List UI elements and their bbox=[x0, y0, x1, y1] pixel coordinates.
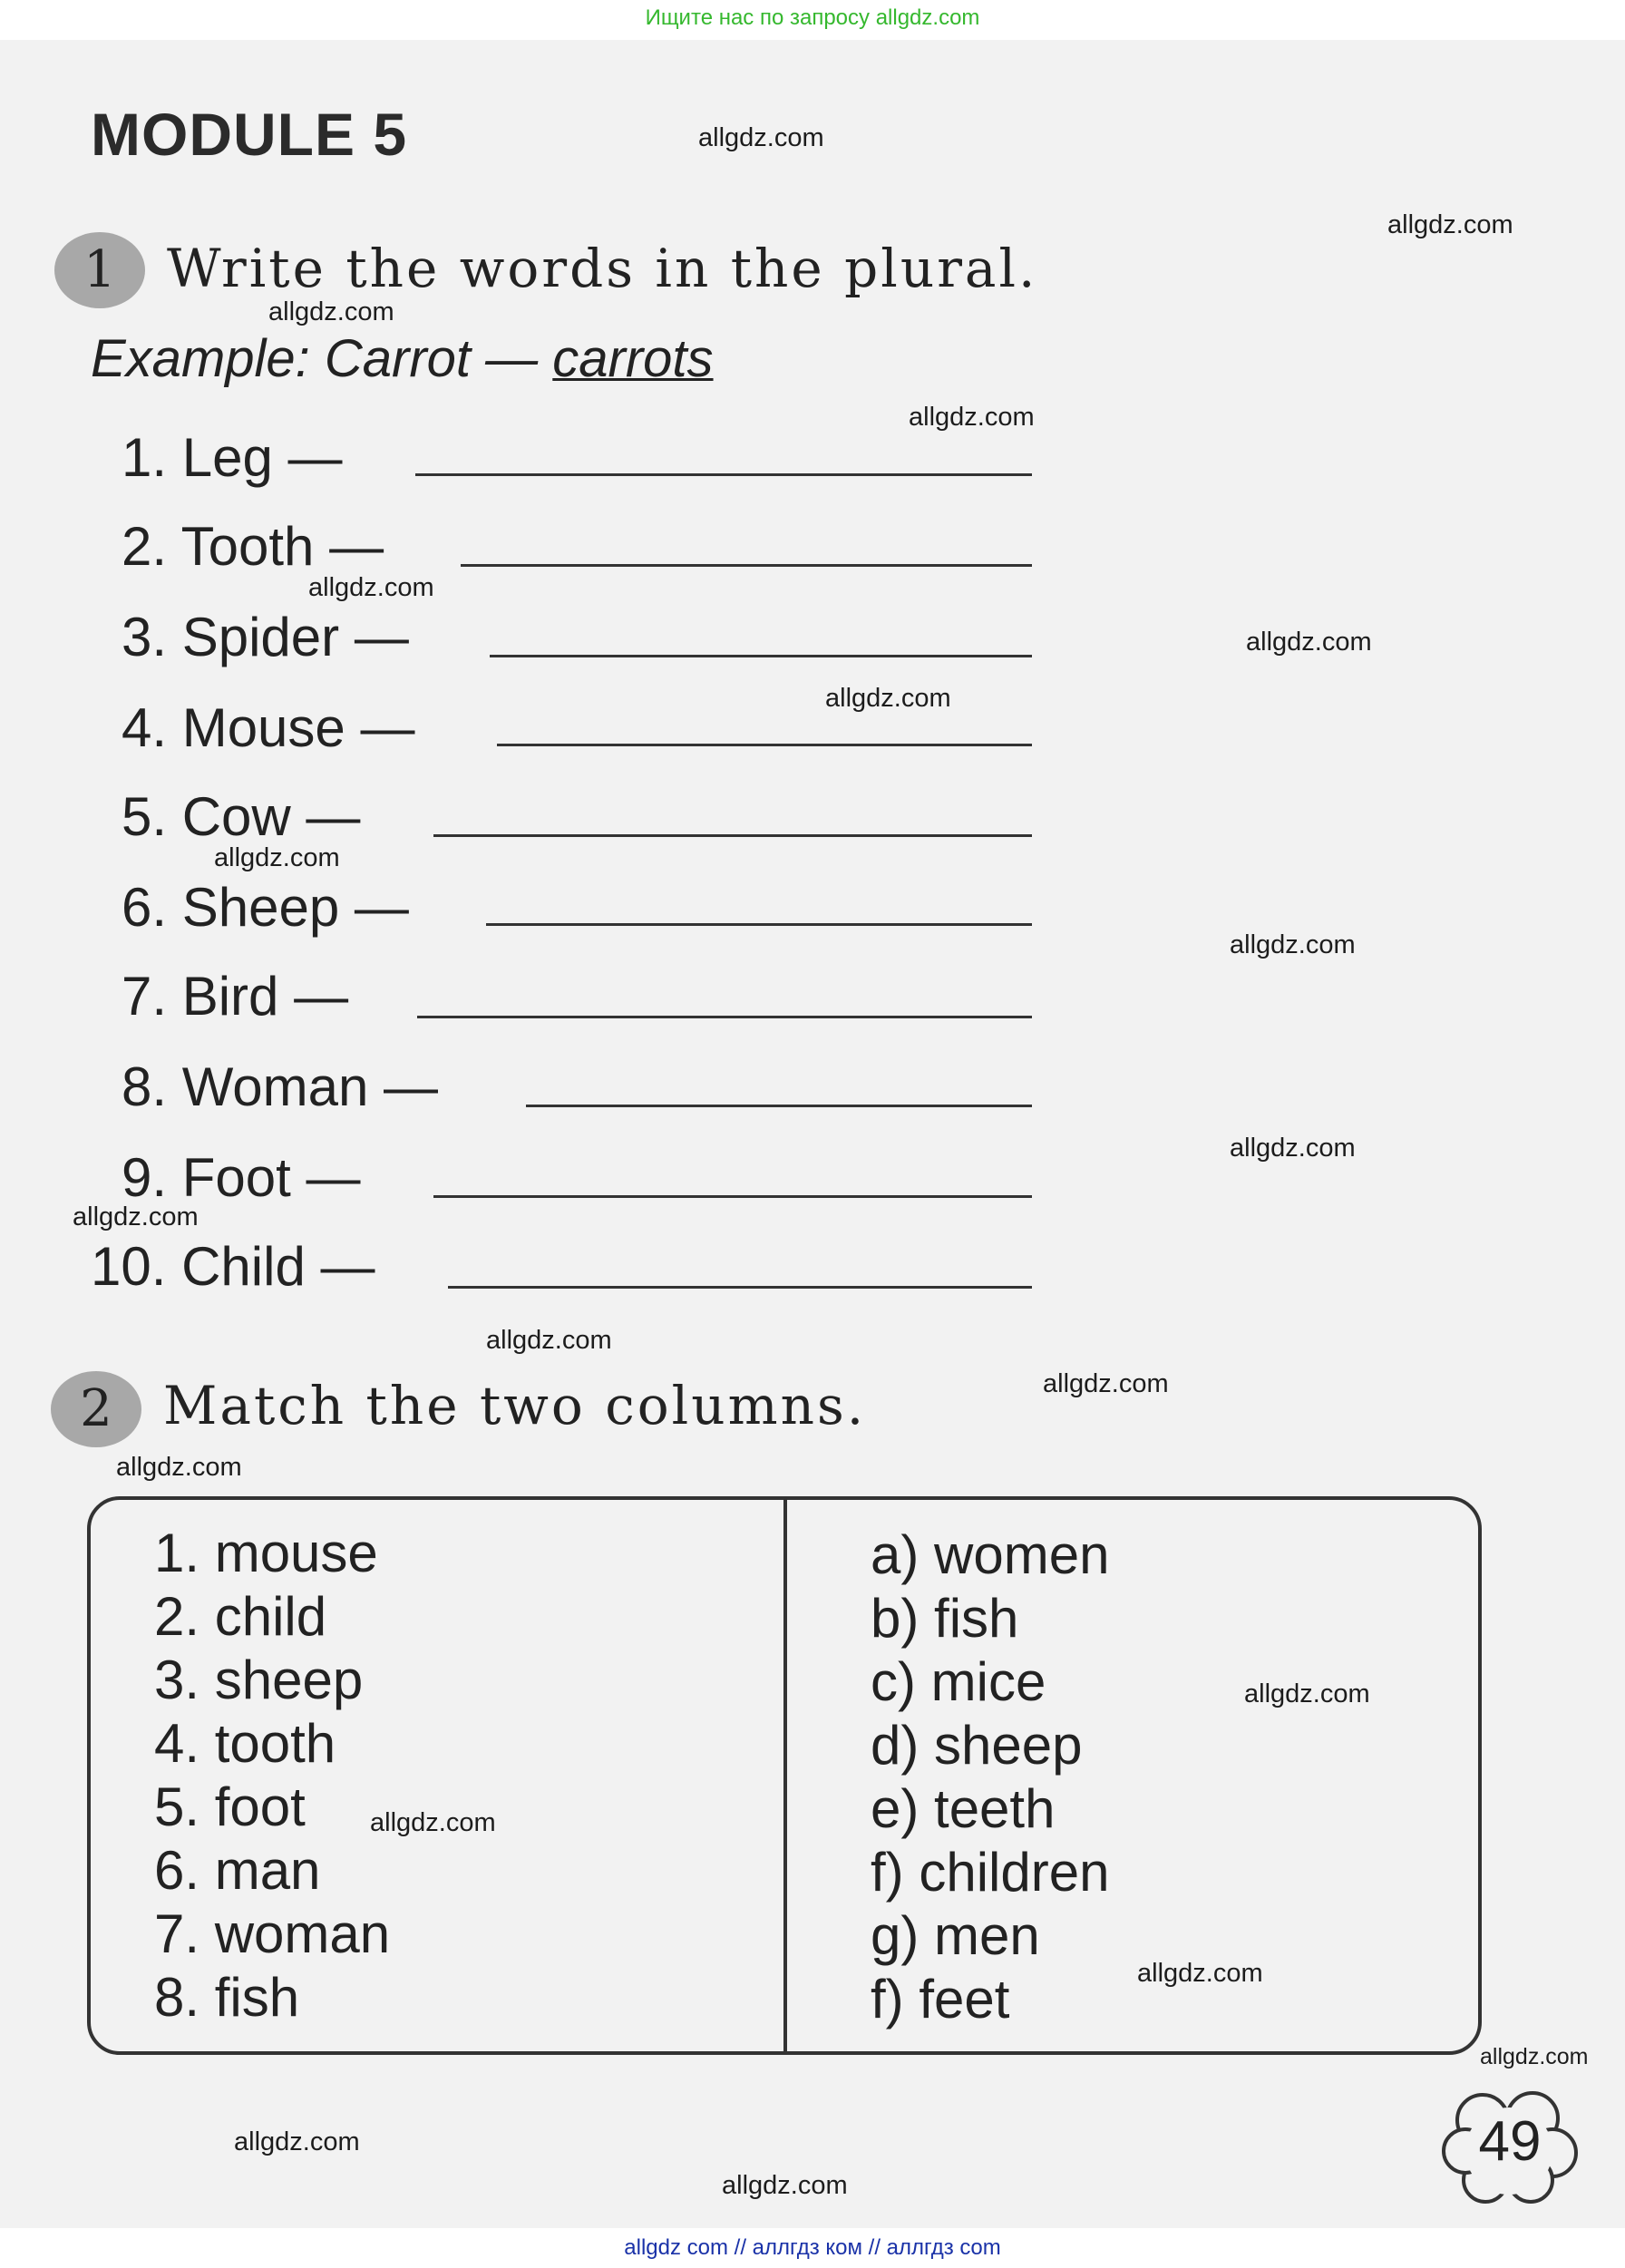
right-item-f2: f) feet bbox=[871, 1969, 1010, 2030]
watermark: allgdz.com bbox=[268, 297, 394, 326]
plural-item-9: 9. Foot — bbox=[122, 1147, 361, 1208]
exercise-1-title: Write the words in the plural. bbox=[167, 238, 1038, 299]
exercise-2-badge: 2 bbox=[51, 1371, 141, 1447]
watermark: allgdz.com bbox=[1230, 930, 1356, 959]
answer-line-9[interactable] bbox=[433, 1195, 1032, 1198]
plural-item-1: 1. Leg — bbox=[122, 427, 343, 488]
right-item-b: b) fish bbox=[871, 1588, 1019, 1649]
left-item-2: 2. child bbox=[154, 1586, 327, 1647]
watermark: allgdz.com bbox=[1387, 210, 1513, 239]
watermark: allgdz.com bbox=[1043, 1369, 1169, 1398]
answer-line-3[interactable] bbox=[490, 655, 1032, 657]
plural-item-6: 6. Sheep — bbox=[122, 877, 409, 938]
plural-item-8: 8. Woman — bbox=[122, 1056, 439, 1117]
watermark: allgdz.com bbox=[486, 1326, 612, 1355]
watermark: allgdz.com bbox=[116, 1453, 242, 1482]
exercise-2-title: Match the two columns. bbox=[163, 1375, 867, 1436]
example-prefix: Example: Carrot — bbox=[91, 329, 539, 388]
watermark: allgdz.com bbox=[722, 2171, 848, 2200]
answer-line-10[interactable] bbox=[448, 1286, 1032, 1289]
watermark: allgdz.com bbox=[214, 843, 340, 872]
match-divider bbox=[783, 1498, 787, 2053]
example-answer: carrots bbox=[552, 329, 714, 388]
watermark: allgdz.com bbox=[1246, 628, 1372, 657]
watermark: allgdz.com bbox=[1244, 1679, 1370, 1708]
plural-item-4: 4. Mouse — bbox=[122, 697, 415, 758]
answer-line-6[interactable] bbox=[486, 923, 1032, 926]
plural-item-10: 10. Child — bbox=[91, 1236, 375, 1297]
left-item-1: 1. mouse bbox=[154, 1523, 378, 1583]
left-item-5: 5. foot bbox=[154, 1776, 306, 1837]
left-item-7: 7. woman bbox=[154, 1903, 391, 1964]
watermark: allgdz.com bbox=[1230, 1134, 1356, 1163]
right-item-d: d) sheep bbox=[871, 1715, 1083, 1776]
watermark: allgdz.com bbox=[234, 2127, 360, 2156]
module-title: MODULE 5 bbox=[91, 101, 408, 168]
plural-item-7: 7. Bird — bbox=[122, 966, 349, 1027]
watermark: allgdz.com bbox=[370, 1808, 496, 1837]
right-item-f: f) children bbox=[871, 1842, 1110, 1903]
left-item-8: 8. fish bbox=[154, 1967, 300, 2028]
right-item-a: a) women bbox=[871, 1524, 1110, 1585]
left-item-3: 3. sheep bbox=[154, 1650, 364, 1710]
plural-item-5: 5. Cow — bbox=[122, 786, 361, 847]
watermark: allgdz.com bbox=[909, 403, 1035, 432]
right-item-c: c) mice bbox=[871, 1651, 1046, 1712]
right-item-g: g) men bbox=[871, 1905, 1040, 1966]
answer-line-4[interactable] bbox=[497, 744, 1032, 746]
left-item-6: 6. man bbox=[154, 1840, 321, 1901]
top-banner[interactable]: Ищите нас по запросу allgdz.com bbox=[0, 0, 1625, 40]
answer-line-7[interactable] bbox=[417, 1016, 1032, 1018]
right-item-e: e) teeth bbox=[871, 1778, 1056, 1839]
answer-line-1[interactable] bbox=[415, 473, 1032, 476]
plural-item-2: 2. Tooth — bbox=[122, 516, 384, 577]
watermark: allgdz.com bbox=[1480, 2044, 1589, 2069]
page-number: 49 bbox=[1478, 2110, 1542, 2173]
watermark: allgdz.com bbox=[825, 684, 951, 713]
watermark: allgdz.com bbox=[73, 1202, 199, 1231]
answer-line-2[interactable] bbox=[461, 564, 1032, 567]
answer-line-8[interactable] bbox=[526, 1105, 1032, 1107]
watermark: allgdz.com bbox=[698, 123, 824, 152]
example-line bbox=[91, 328, 714, 389]
left-item-4: 4. tooth bbox=[154, 1713, 336, 1774]
watermark: allgdz.com bbox=[1137, 1959, 1263, 1988]
answer-line-5[interactable] bbox=[433, 834, 1032, 837]
watermark: allgdz.com bbox=[308, 573, 434, 602]
exercise-1-badge: 1 bbox=[54, 232, 145, 308]
bottom-banner[interactable]: allgdz com // аллгдз ком // аллгдз com bbox=[0, 2228, 1625, 2268]
plural-item-3: 3. Spider — bbox=[122, 607, 409, 667]
